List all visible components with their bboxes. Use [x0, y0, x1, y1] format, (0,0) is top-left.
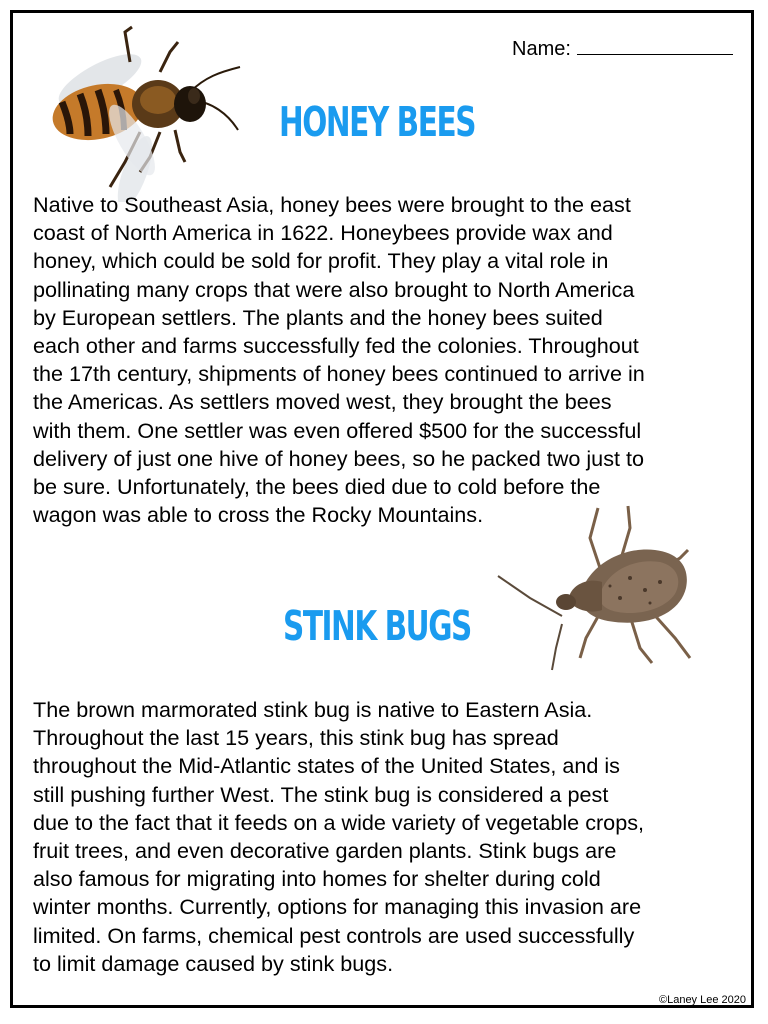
text-line: winter months. Currently, options for managing this invasion are — [33, 894, 642, 920]
text-line: The brown marmorated stink bug is native to Eastern Asia. — [33, 697, 593, 722]
name-blank-line[interactable] — [577, 36, 733, 55]
text-line: delivery of just one hive of honey bees, so he packed two just to — [33, 445, 644, 471]
text-line: Throughout the last 15 years, this stink bug has spread — [33, 725, 559, 751]
text-line: with them. One settler was even offered $500 for the successful — [33, 417, 642, 443]
section-title-stink-bugs: STINK BUGS — [283, 602, 471, 650]
copyright-notice: ©Laney Lee 2020 — [658, 994, 746, 1006]
text-line: pollinating many crops that were also brought to North America — [33, 276, 635, 302]
text-line: fruit trees, and even decorative garden plants. Stink bugs are — [33, 838, 617, 864]
name-label: Name: — [512, 38, 571, 60]
text-line: still pushing further West. The stink bug is considered a pest — [33, 781, 609, 807]
text-line: to limit damage caused by stink bugs. — [33, 950, 394, 976]
text-line: throughout the Mid-Atlantic states of the United States, and is — [33, 753, 620, 779]
text-line: coast of North America in 1622. Honeybees provide wax and — [33, 220, 613, 246]
text-line: the Americas. As settlers moved west, they brought the bees — [33, 389, 612, 415]
text-line: due to the fact that it feeds on a wide variety of vegetable crops, — [33, 809, 644, 835]
text-line: be sure. Unfortunately, the bees died due to cold before the — [33, 474, 601, 500]
text-line: by European settlers. The plants and the honey bees suited — [33, 304, 603, 330]
text-line: each other and farms successfully fed the colonies. Throughout — [33, 333, 639, 359]
name-field-label — [512, 36, 733, 61]
text-line: the 17th century, shipments of honey bees continued to arrive in — [33, 361, 645, 387]
text-line: honey, which could be sold for profit. They play a vital role in — [33, 248, 609, 274]
honey-bee-icon — [40, 22, 250, 202]
section-title-honey-bees: HONEY BEES — [279, 98, 476, 146]
honey-bees-paragraph — [33, 191, 743, 529]
text-line: Native to Southeast Asia, honey bees were brought to the east — [33, 192, 631, 217]
stink-bug-icon — [490, 498, 700, 673]
text-line: limited. On farms, chemical pest controls are used successfully — [33, 922, 635, 948]
text-line: also famous for migrating into homes for shelter during cold — [33, 866, 601, 892]
text-line: wagon was able to cross the Rocky Mountains. — [33, 502, 484, 528]
stink-bugs-paragraph — [33, 696, 743, 978]
